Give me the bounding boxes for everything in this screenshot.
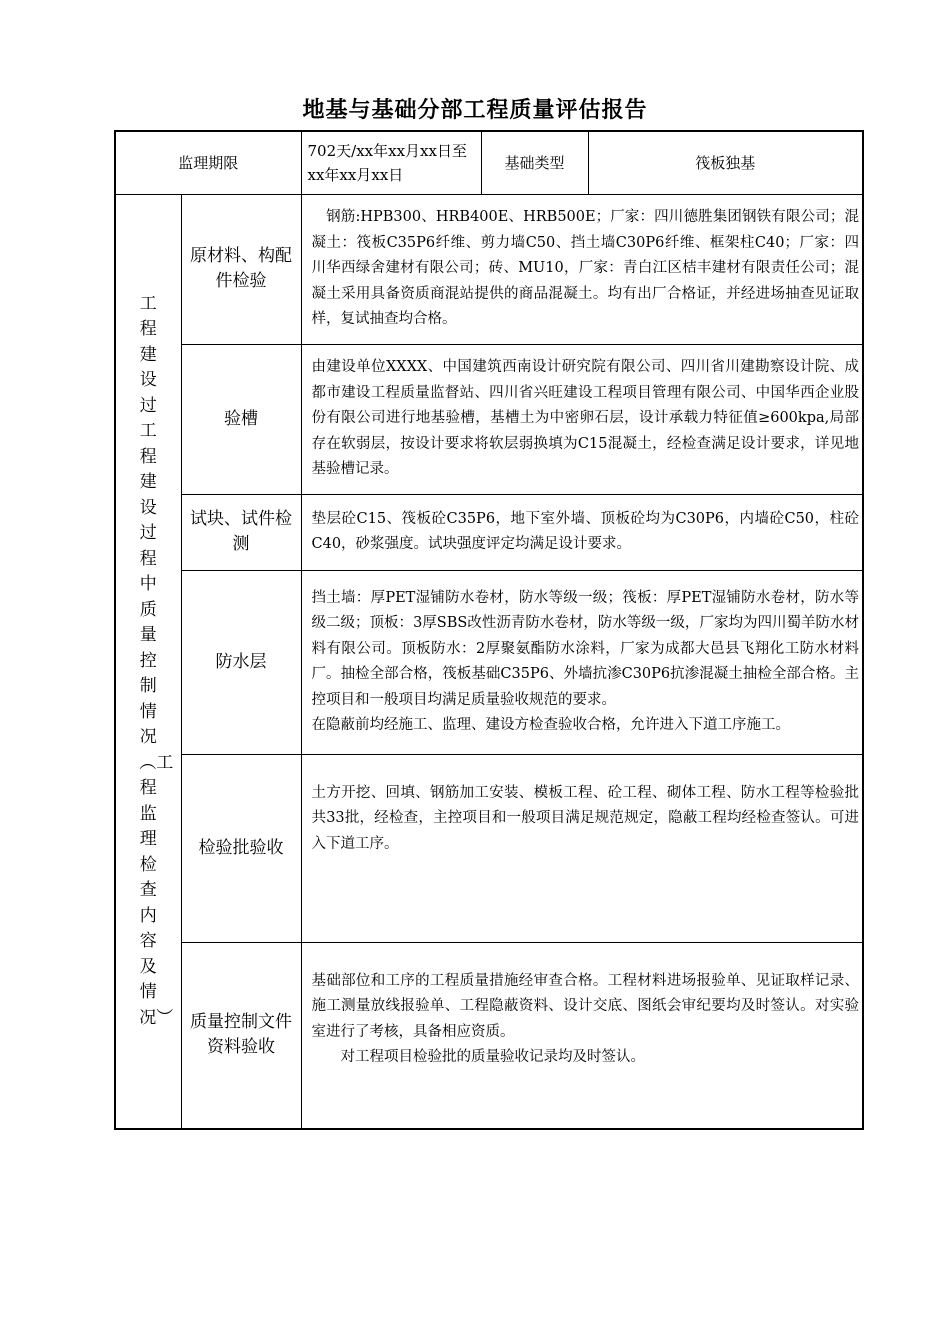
- row-specimen-testing: [115, 494, 863, 570]
- side-heading: 工程建设过工程建设过程中质量控制情况︵工程监理检查内容及情况︶: [115, 194, 181, 1129]
- row-content-raw-materials: 钢筋:HPB300、HRB400E、HRB500E；厂家：四川德胜集团钢铁有限公司；混凝土：筏板C35P6纤维、剪力墙C50、挡土墙C30P6纤维、框架柱C40；厂家：四川华西绿舍建材有限公司；砖、MU10，厂家：青白江区桔丰建材有限责任公司；混凝土采用具备资质商混站提供的商品混凝土。均有出厂合格证，并经进场抽查见证取样，复试抽查均合格。: [301, 194, 863, 344]
- foundation-type-value: 筏板独基: [588, 131, 863, 194]
- period-label: 监理期限: [115, 131, 301, 194]
- row-label-batch-acceptance: 检验批验收: [181, 754, 301, 942]
- row-content-specimen-testing: 垫层砼C15、筏板砼C35P6，地下室外墙、顶板砼均为C30P6，内墙砼C50，柱砼C40，砂浆强度。试块强度评定均满足设计要求。: [301, 494, 863, 570]
- row-content-foundation-inspection: 由建设单位XXXX、中国建筑西南设计研究院有限公司、四川省川建勘察设计院、成都市建设工程质量监督站、四川省兴旺建设工程项目管理有限公司、中国华西企业股份有限公司进行地基验槽，基槽土为中密卵石层，设计承载力特征值≥600kpa,局部存在软弱层，按设计要求将软层弱换填为C15混凝土，经检查满足设计要求，详见地基验槽记录。: [301, 344, 863, 494]
- row-raw-materials: [115, 194, 863, 344]
- row-document-acceptance: [115, 942, 863, 1129]
- row-label-document-acceptance: 质量控制文件资料验收: [181, 942, 301, 1129]
- row-waterproofing: [115, 570, 863, 754]
- row-label-foundation-inspection: 验槽: [181, 344, 301, 494]
- row-foundation-inspection: [115, 344, 863, 494]
- report-title: 地基与基础分部工程质量评估报告: [302, 97, 648, 123]
- row-content-batch-acceptance: 土方开挖、回填、钢筋加工安装、模板工程、砼工程、砌体工程、防水工程等检验批共33批，经检查，主控项目和一般项目满足规范规定，隐蔽工程均经检查签认。可进入下道工序。: [301, 754, 863, 942]
- row-label-specimen-testing: 试块、试件检测: [181, 494, 301, 570]
- header-row: [115, 131, 863, 194]
- period-value: 702天/xx年xx月xx日至xx年xx月xx日: [301, 131, 481, 194]
- row-label-waterproofing: 防水层: [181, 570, 301, 754]
- row-content-waterproofing: 挡土墙：厚PET湿铺防水卷材，防水等级一级；筏板：厚PET湿铺防水卷材，防水等级二级；顶板：3厚SBS改性沥青防水卷材，防水等级一级，厂家均为四川蜀羊防水材料有限公司。顶板防水：2厚聚氨酯防水涂料，厂家为成都大邑县飞翔化工防水材料厂。抽检全部合格，筏板基础C35P6、外墙抗渗C30P6抗渗混凝土抽检全部合格。主控项目和一般项目均满足质量验收规范的要求。 在隐蔽前均经施工、监理、建设方检查验收合格，允许进入下道工序施工。: [301, 570, 863, 754]
- evaluation-table: [114, 130, 864, 1130]
- foundation-type-label: 基础类型: [481, 131, 588, 194]
- row-label-raw-materials: 原材料、构配件检验: [181, 194, 301, 344]
- row-content-document-acceptance: 基础部位和工序的工程质量措施经审查合格。工程材料进场报验单、见证取样记录、施工测量放线报验单、工程隐蔽资料、设计交底、图纸会审纪要均及时签认。对实验室进行了考核，具备相应资质。 对工程项目检验批的质量验收记录均及时签认。: [301, 942, 863, 1129]
- row-batch-acceptance: [115, 754, 863, 942]
